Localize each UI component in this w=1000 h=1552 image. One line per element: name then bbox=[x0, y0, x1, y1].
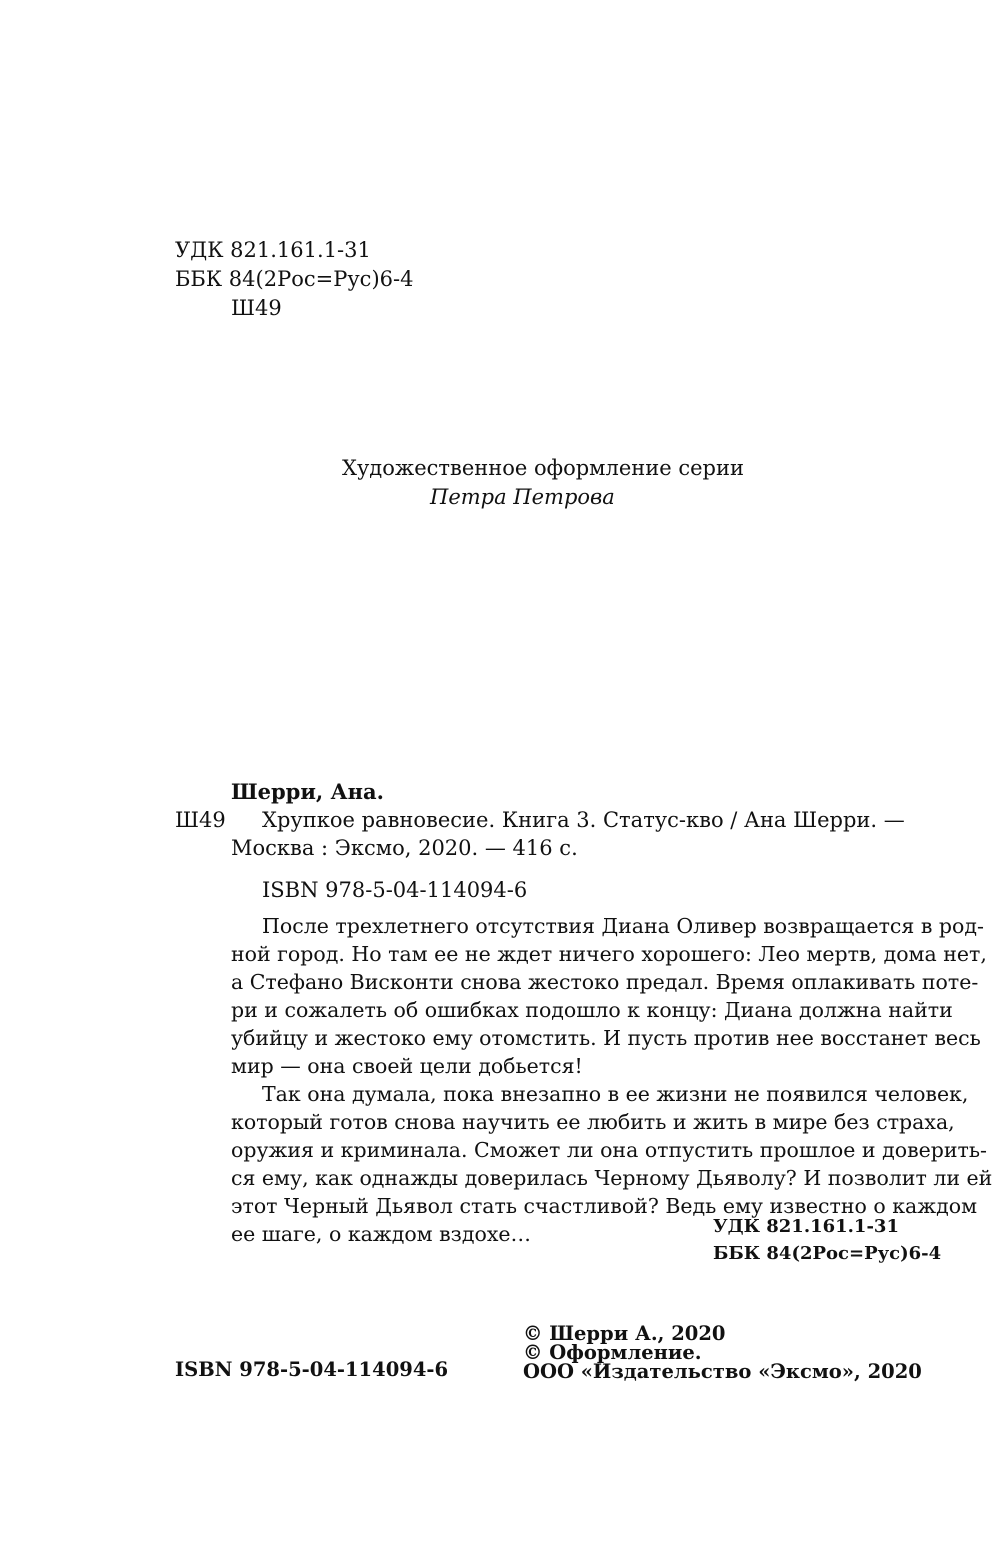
annotation-text bbox=[231, 912, 993, 1248]
series-design-label: Художественное оформление серии bbox=[342, 456, 744, 480]
udk-code-bottom: УДК 821.161.1-31 bbox=[713, 1216, 899, 1237]
udk-code-top: УДК 821.161.1-31 bbox=[175, 238, 371, 262]
bibliographic-imprint-line: Москва : Эксмо, 2020. — 416 с. bbox=[231, 836, 578, 860]
isbn-bottom: ISBN 978-5-04-114094-6 bbox=[175, 1358, 449, 1381]
publisher-copyright: ООО «Издательство «Эксмо», 2020 bbox=[523, 1360, 922, 1383]
annotation-line: После трехлетнего отсутствия Диана Оливер возвращается в род- bbox=[262, 914, 984, 938]
bbk-code-top: ББК 84(2Рос=Рус)6-4 bbox=[175, 267, 414, 291]
bibliographic-author-code: Ш49 bbox=[175, 808, 226, 832]
annotation-line: ри и сожалеть об ошибках подошло к концу: Диана должна найти bbox=[231, 998, 953, 1022]
bibliographic-author: Шерри, Ана. bbox=[231, 779, 384, 804]
author-code-top: Ш49 bbox=[231, 296, 282, 320]
annotation-line: а Стефано Висконти снова жестоко предал. Время оплакивать поте- bbox=[231, 970, 979, 994]
annotation-line: мир — она своей цели добьется! bbox=[231, 1054, 583, 1078]
annotation-line: который готов снова научить ее любить и жить в мире без страха, bbox=[231, 1110, 955, 1134]
design-copyright: © Оформление. bbox=[523, 1341, 702, 1364]
bbk-code-bottom: ББК 84(2Рос=Рус)6-4 bbox=[713, 1243, 942, 1264]
annotation-line: ной город. Но там ее не ждет ничего хорошего: Лео мертв, дома нет, bbox=[231, 942, 987, 966]
annotation-line: Так она думала, пока внезапно в ее жизни не появился человек, bbox=[262, 1082, 969, 1106]
annotation-line: ее шаге, о каждом вздохе… bbox=[231, 1222, 532, 1246]
bibliographic-isbn: ISBN 978-5-04-114094-6 bbox=[262, 878, 528, 902]
bibliographic-title-line: Хрупкое равновесие. Книга 3. Статус-кво / Ана Шерри. — bbox=[262, 808, 905, 832]
series-designer-name: Петра Петрова bbox=[430, 485, 615, 509]
annotation-line: этот Черный Дьявол стать счастливой? Ведь ему известно о каждом bbox=[231, 1194, 978, 1218]
author-copyright: © Шерри А., 2020 bbox=[523, 1322, 726, 1345]
annotation-line: убийцу и жестоко ему отомстить. И пусть против нее восстанет весь bbox=[231, 1026, 981, 1050]
annotation-line: оружия и криминала. Сможет ли она отпустить прошлое и доверить- bbox=[231, 1138, 987, 1162]
annotation-line: ся ему, как однажды доверилась Черному Дьяволу? И позволит ли ей bbox=[231, 1166, 993, 1190]
